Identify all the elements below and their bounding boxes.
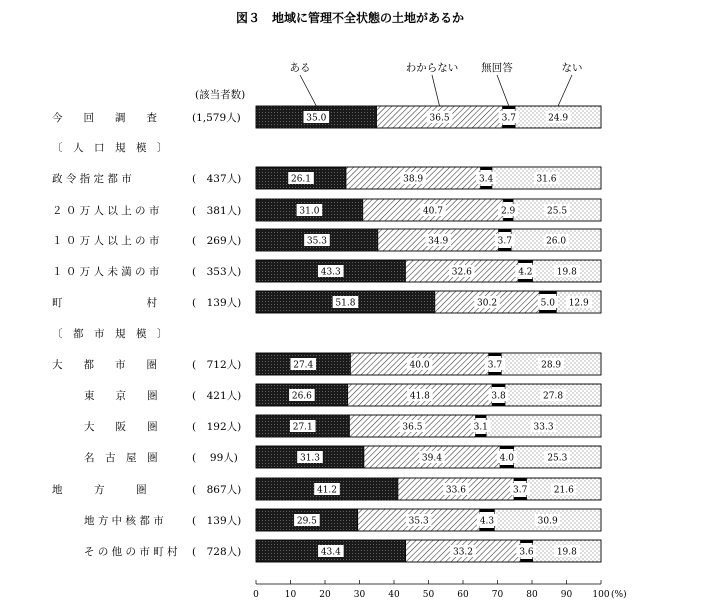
row-label: 大 都 市 圏 (52, 359, 157, 371)
row-label: １ ０ 万 人 以 上 の 市 (52, 235, 160, 247)
data-label: 36.5 (429, 113, 450, 124)
data-label: 27.8 (543, 391, 564, 402)
bar-row (52, 291, 601, 313)
x-tick-label: 70 (491, 590, 504, 600)
data-label: 25.3 (547, 453, 568, 464)
bar-segment-mukaitou-bottom (514, 497, 527, 500)
data-label: 38.9 (403, 174, 424, 185)
data-label: 25.5 (547, 206, 568, 217)
row-label: １ ０ 万 人 未 満 の 市 (52, 266, 160, 278)
group-header-label: 〔 人 口 規 模 〕 (52, 142, 168, 154)
data-label: 40.7 (422, 206, 444, 217)
data-label: 27.4 (293, 360, 314, 371)
legend-label: ない (561, 62, 583, 74)
bar-segment-mukaitou-bottom (489, 372, 502, 375)
data-label: 3.7 (487, 360, 503, 371)
bar-row (84, 384, 601, 406)
data-label: 43.3 (320, 267, 341, 278)
data-label: 3.8 (491, 391, 506, 402)
count-header: (該当者数) (195, 89, 246, 101)
group-header-label: 〔 都 市 規 模 〕 (52, 328, 168, 340)
data-label: 36.5 (402, 422, 423, 433)
bar-segment-mukaitou (480, 167, 492, 170)
data-label: 3.6 (519, 547, 534, 558)
row-count: ( 139人) (192, 297, 242, 309)
data-label: 3.4 (478, 174, 494, 185)
x-axis (253, 580, 626, 600)
bar-segment-mukaitou-bottom (520, 559, 532, 562)
row-label: 政 令 指 定 都 市 (52, 173, 132, 185)
data-label: 4.2 (518, 267, 533, 278)
row-count: ( 99人) (192, 452, 238, 464)
x-tick-label: 60 (457, 590, 469, 600)
row-count: ( 381人) (192, 205, 242, 217)
bar-segment-mukaitou-bottom (503, 218, 513, 221)
data-label: 21.6 (553, 485, 574, 496)
x-tick-label: 80 (526, 590, 538, 600)
row-label: 地 方 圏 (52, 484, 147, 496)
legend-label: ある (289, 62, 311, 74)
data-label: 2.9 (500, 206, 516, 217)
data-label: 27.1 (292, 422, 313, 433)
bar-segment-mukaitou-bottom (492, 403, 505, 406)
data-label: 43.4 (320, 547, 341, 558)
bar-segment-mukaitou (503, 199, 513, 202)
row-label: 今 回 調 査 (52, 112, 157, 124)
bar-segment-mukaitou (498, 229, 511, 232)
bar-segment-mukaitou (475, 415, 486, 418)
bar-segment-mukaitou (520, 540, 532, 543)
data-label: 5.0 (540, 298, 555, 309)
x-tick-label: 50 (422, 590, 435, 600)
row-count: ( 728人) (192, 546, 242, 558)
data-label: 26.1 (290, 174, 312, 185)
data-label: 30.9 (537, 516, 558, 527)
legend-leader-line (300, 75, 316, 106)
bar-segment-mukaitou-bottom (480, 186, 492, 189)
legend-label: わからない (405, 62, 459, 74)
x-tick-label: 10 (284, 590, 297, 600)
chart-rows (52, 106, 601, 562)
x-tick-label: 100 (592, 590, 610, 600)
bar-segment-mukaitou (489, 353, 502, 356)
row-count: ( 421人) (192, 390, 242, 402)
legend-leader-line (497, 75, 509, 106)
data-label: 3.7 (501, 113, 516, 124)
data-label: 30.2 (477, 298, 498, 309)
data-label: 3.1 (473, 422, 488, 433)
x-tick-label: 30 (353, 590, 366, 600)
legend (290, 61, 583, 106)
row-count: ( 712人) (192, 359, 242, 371)
bar-row (52, 478, 601, 500)
data-label: 19.8 (556, 547, 577, 558)
data-label: 31.0 (299, 206, 320, 217)
bar-segment-mukaitou-bottom (498, 248, 511, 251)
row-count: ( 437人) (192, 173, 242, 185)
group-header (52, 141, 168, 154)
data-label: 3.7 (513, 485, 528, 496)
x-tick-label: 90 (560, 590, 573, 600)
row-label: 町 村 (52, 297, 157, 309)
data-label: 19.8 (556, 267, 577, 278)
data-label: 4.3 (479, 516, 495, 527)
row-label: そ の 他 の 市 町 村 (84, 546, 178, 558)
bar-segment-mukaitou-bottom (500, 465, 514, 468)
bar-segment-mukaitou (480, 509, 495, 512)
data-label: 51.8 (335, 298, 356, 309)
bar-segment-mukaitou (502, 106, 515, 109)
bar-row (84, 446, 601, 468)
data-label: 28.9 (541, 360, 562, 371)
data-label: 35.3 (408, 516, 429, 527)
row-label: ２ ０ 万 人 以 上 の 市 (52, 205, 160, 217)
bar-segment-mukaitou-bottom (480, 528, 495, 531)
bar-row (84, 509, 601, 531)
row-label: 東 京 圏 (84, 390, 158, 402)
bar-segment-mukaitou (492, 384, 505, 387)
row-count: ( 192人) (192, 421, 242, 433)
data-label: 33.3 (533, 422, 554, 433)
chart-title: 図３ 地域に管理不全状態の土地があるか (235, 11, 465, 25)
data-label: 26.0 (546, 236, 567, 247)
data-label: 35.0 (306, 113, 327, 124)
row-label: 地 方 中 核 都 市 (84, 515, 164, 527)
bar-segment-mukaitou-bottom (539, 310, 556, 313)
data-label: 26.6 (291, 391, 312, 402)
bar-row (52, 353, 601, 375)
bar-segment-mukaitou-bottom (518, 279, 533, 282)
data-label: 41.8 (409, 391, 430, 402)
bar-row (84, 540, 601, 562)
data-label: 24.9 (548, 113, 569, 124)
data-label: 39.4 (421, 453, 442, 464)
data-label: 31.3 (299, 453, 321, 464)
row-count: ( 139人) (192, 515, 242, 527)
x-tick-label: 40 (388, 590, 400, 600)
legend-leader-line (558, 75, 572, 106)
group-header (52, 327, 168, 340)
bar-segment-mukaitou-bottom (475, 434, 486, 437)
bar-segment-mukaitou (539, 291, 556, 294)
bar-row (52, 167, 601, 189)
row-count: (1,579人) (192, 112, 241, 124)
data-label: 4.0 (499, 453, 514, 464)
bar-segment-mukaitou (518, 260, 533, 263)
bar-segment-mukaitou (500, 446, 514, 449)
bar-row (52, 106, 601, 128)
data-label: 32.6 (451, 267, 472, 278)
row-count: ( 353人) (192, 266, 242, 278)
data-label: 31.6 (536, 174, 557, 185)
data-label: 33.6 (445, 485, 466, 496)
data-label: 29.5 (296, 516, 317, 527)
data-label: 33.2 (452, 547, 474, 558)
data-label: 40.0 (409, 360, 430, 371)
bar-row (52, 199, 601, 221)
bar-row (52, 260, 601, 282)
data-label: 41.2 (316, 485, 338, 496)
bar-row (84, 415, 601, 437)
row-label: 大 阪 圏 (84, 421, 158, 433)
bar-row (52, 229, 601, 251)
x-axis-unit: (%) (611, 590, 627, 600)
bar-segment-mukaitou (514, 478, 527, 481)
legend-label: 無回答 (481, 62, 513, 74)
x-tick-label: 20 (319, 590, 331, 600)
row-label: 名 古 屋 圏 (84, 452, 158, 464)
data-label: 34.9 (428, 236, 449, 247)
data-label: 35.3 (306, 236, 327, 247)
row-count: ( 867人) (192, 484, 242, 496)
data-label: 12.9 (568, 298, 589, 309)
legend-leader-line (432, 75, 440, 106)
x-tick-label: 0 (253, 590, 259, 600)
bar-segment-mukaitou-bottom (502, 125, 515, 128)
row-count: ( 269人) (192, 235, 242, 247)
data-label: 3.7 (497, 236, 512, 247)
